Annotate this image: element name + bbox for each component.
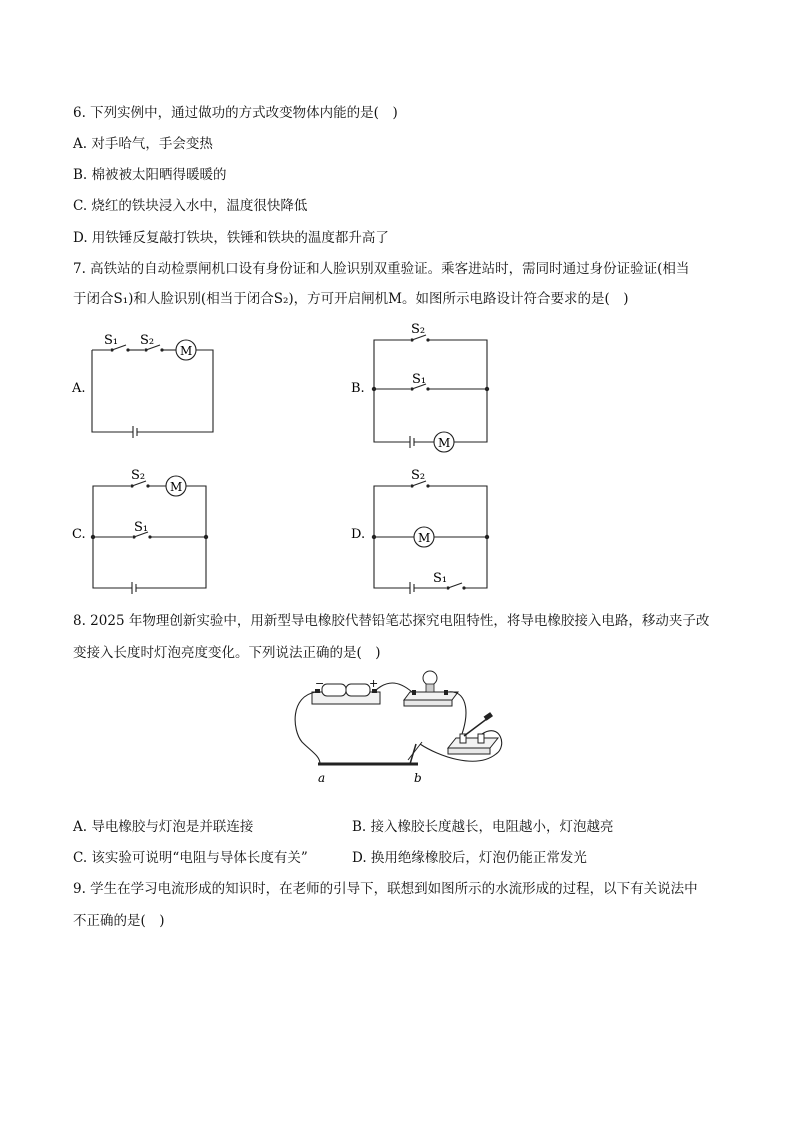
circuit-c-label: C.: [72, 527, 86, 542]
question-8-option-a: A. 导电橡胶与灯泡是并联连接: [73, 819, 254, 835]
question-7-stem-line2: 于闭合S₁)和人脸识别(相当于闭合S₂)，方可开启闸机M。如图所示电路设计符合要求的是( ): [73, 291, 629, 307]
question-8-option-b: B. 接入橡胶长度越长，电阻越小，灯泡越亮: [352, 819, 614, 835]
question-6-stem: 6. 下列实例中，通过做功的方式改变物体内能的是( ): [73, 105, 398, 121]
circuit-a-s1-label: S₁: [104, 333, 119, 348]
question-9-stem-line1: 9. 学生在学习电流形成的知识时，在老师的引导下，联想到如图所示的水流形成的过程，以下有关说法中: [73, 881, 698, 897]
question-6-option-c: C. 烧红的铁块浸入水中，温度很快降低: [73, 198, 308, 214]
circuit-d-s1-label: S₁: [433, 571, 448, 586]
question-6-option-b: B. 棉被被太阳晒得暖暖的: [73, 167, 227, 183]
circuit-c-s2-label: S₂: [131, 468, 146, 483]
battery-plus-label: +: [369, 677, 379, 690]
circuit-b-motor: M: [438, 436, 451, 450]
circuit-b-s2-label: S₂: [411, 322, 426, 337]
battery-minus-label: −: [315, 677, 325, 690]
question-6-option-d: D. 用铁锤反复敲打铁块，铁锤和铁块的温度都升高了: [73, 230, 389, 246]
circuit-a-motor: M: [180, 344, 193, 358]
circuit-a-label: A.: [72, 381, 86, 396]
circuit-b-s1-label: S₁: [412, 372, 427, 387]
point-b-label: b: [414, 771, 422, 785]
question-8-option-d: D. 换用绝缘橡胶后，灯泡仍能正常发光: [352, 850, 587, 866]
circuit-c-motor: M: [170, 480, 183, 494]
circuit-d-motor: M: [418, 531, 431, 545]
circuit-a-s2-label: S₂: [140, 333, 155, 348]
question-8-stem-line2: 变接入长度时灯泡亮度变化。下列说法正确的是( ): [73, 645, 381, 661]
circuit-d-s2-label: S₂: [411, 468, 426, 483]
point-a-label: a: [318, 771, 326, 785]
question-7-stem-line1: 7. 高铁站的自动检票闸机口设有身份证和人脸识别双重验证。乘客进站时，需同时通过身份证验证(相当: [73, 261, 690, 277]
question-8-option-c: C. 该实验可说明“电阻与导体长度有关”: [73, 850, 308, 866]
circuit-c-s1-label: S₁: [134, 520, 149, 535]
circuit-d-label: D.: [351, 527, 366, 542]
circuit-b-label: B.: [351, 381, 365, 396]
question-8-stem-line1: 8. 2025 年物理创新实验中，用新型导电橡胶代替铅笔芯探究电阻特性，将导电橡胶接入电路，移动夹子改: [73, 613, 710, 629]
question-6-option-a: A. 对手哈气，手会变热: [73, 136, 213, 152]
question-9-stem-line2: 不正确的是( ): [73, 913, 165, 929]
